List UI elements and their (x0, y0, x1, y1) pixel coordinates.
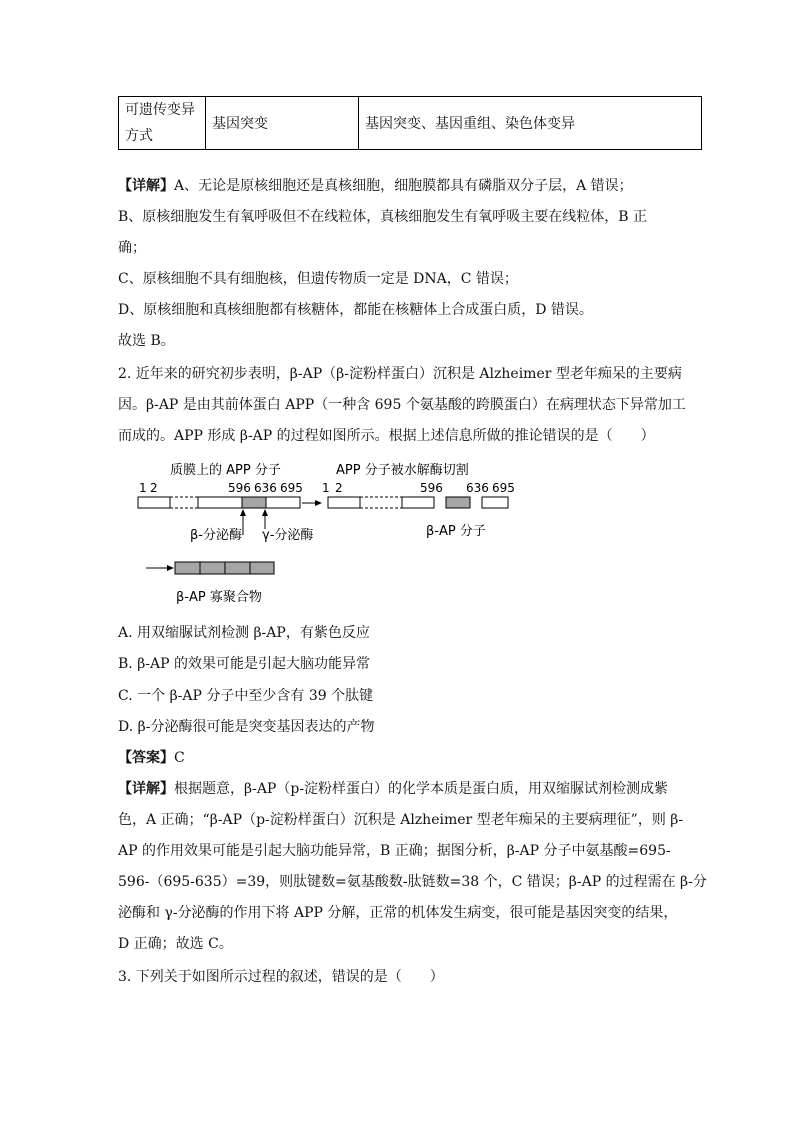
q2-detail-line-6: D 正确；故选 C。 (118, 936, 233, 952)
detail-tag: 【详解】 (118, 781, 174, 797)
q2-option-d: D. β-分泌酶很可能是突变基因表达的产物 (118, 719, 375, 735)
q2-option-b: B. β-AP 的效果可能是引起大脑功能异常 (118, 656, 370, 672)
figure-pos-636-left: 636 (254, 481, 277, 495)
figure-pos-596-left: 596 (228, 481, 251, 495)
figure-pos-596-right: 596 (420, 481, 443, 495)
detail-text: A、无论是原核细胞还是真核细胞，细胞膜都具有磷脂双分子层，A 错误； (174, 178, 633, 194)
q2-detail-line-5: 泌酶和 γ-分泌酶的作用下将 APP 分解，正常的机体发生病变，很可能是基因突变的结果， (118, 905, 678, 921)
beta-ap-region (242, 497, 266, 508)
detail-text: 根据题意，β-AP（p-淀粉样蛋白）的化学本质是蛋白质，用双缩脲试剂检测成紫 (174, 781, 669, 797)
q2-detail-line-2: 色，A 正确；“β-AP（p-淀粉样蛋白）沉积是 Alzheimer 型老年痴呆的主要病理征”，则 β- (118, 812, 684, 828)
oligomer-label: β-AP 寡聚合物 (176, 590, 262, 605)
q2-answer (118, 748, 185, 768)
q3-stem: 3. 下列关于如图所示过程的叙述，错误的是（ ） (118, 969, 444, 985)
gamma-secretase-arrowhead (262, 509, 268, 516)
q1-detail-b1: B、原核细胞发生有氧呼吸但不在线粒体，真核细胞发生有氧呼吸主要在线粒体，B 正 (118, 209, 648, 225)
figure-pos-695-right: 695 (492, 481, 515, 495)
figure-pos-1-left: 1 (139, 481, 147, 495)
q1-conclusion: 故选 B。 (118, 333, 175, 349)
detail-tag: 【详解】 (118, 178, 174, 194)
q2-option-a: A. 用双缩脲试剂检测 β-AP，有紫色反应 (118, 625, 370, 641)
table-cell-eukaryote: 基因突变、基因重组、染色体变异 (359, 97, 702, 150)
gamma-secretase-label: γ-分泌酶 (262, 528, 314, 543)
table-row (119, 97, 702, 150)
q2-stem-line-2: 因。β-AP 是由其前体蛋白 APP（一种含 695 个氨基酸的跨膜蛋白）在病理状态下异常加工 (118, 397, 686, 413)
app-segment-middle (198, 497, 242, 508)
q1-detail-d: D、原核细胞和真核细胞都有核糖体，都能在核糖体上合成蛋白质，D 错误。 (118, 302, 593, 318)
figure-pos-2-right: 2 (335, 481, 343, 495)
fragment-c-terminal (482, 497, 508, 508)
oligomer-unit (175, 562, 200, 574)
q2-stem-line-1: 2. 近年来的研究初步表明，β-AP（β-淀粉样蛋白）沉积是 Alzheimer 型老年痴呆的主要病 (118, 366, 682, 382)
figure-pos-1-right: 1 (322, 481, 330, 495)
app-segment-start (138, 497, 170, 508)
oligomer-unit (225, 562, 250, 574)
oligomer-unit (200, 562, 225, 574)
beta-secretase-label: β-分泌酶 (190, 528, 242, 543)
fragment-start (328, 497, 360, 508)
process-arrowhead (315, 500, 322, 506)
beta-ap-fragment (446, 497, 470, 508)
answer-tag: 【答案】 (118, 750, 174, 766)
comparison-table (118, 96, 702, 150)
app-cleavage-figure (0, 455, 794, 610)
beta-ap-molecule-label: β-AP 分子 (426, 524, 486, 539)
fragment-n-terminal (402, 497, 434, 508)
q2-detail-line-3: AP 的作用效果可能是引起大脑功能异常，B 正确；据图分析，β-AP 分子中氨基酸=695- (118, 843, 671, 859)
figure-pos-636-right: 636 (466, 481, 489, 495)
answer-value: C (174, 750, 185, 766)
figure-pos-695-left: 695 (280, 481, 303, 495)
table-row-label: 可遗传变异方式 (119, 97, 206, 150)
figure-pos-2-left: 2 (150, 481, 158, 495)
beta-secretase-arrowhead (240, 509, 246, 516)
q1-detail-c: C、原核细胞不具有细胞核，但遗传物质一定是 DNA，C 错误； (118, 271, 518, 287)
table-cell-prokaryote: 基因突变 (206, 97, 359, 150)
aggregation-arrowhead (167, 565, 174, 571)
q2-detail-line-1 (118, 779, 668, 799)
q2-stem-line-3: 而成的。APP 形成 β-AP 的过程如图所示。根据上述信息所做的推论错误的是（ ） (118, 428, 655, 444)
app-segment-end (266, 497, 300, 508)
q1-detail-a (118, 176, 633, 196)
q2-detail-line-4: 596-（695-635）=39，则肽键数=氨基酸数-肽链数=38 个，C 错误；β-AP 的过程需在 β-分 (118, 874, 707, 890)
oligomer-unit (250, 562, 274, 574)
figure-label-membrane-app: 质膜上的 APP 分子 (170, 463, 281, 478)
figure-label-hydrolase-cut: APP 分子被水解酶切割 (336, 463, 469, 478)
q2-option-c: C. 一个 β-AP 分子中至少含有 39 个肽键 (118, 688, 374, 704)
q1-detail-b2: 确； (118, 240, 146, 256)
